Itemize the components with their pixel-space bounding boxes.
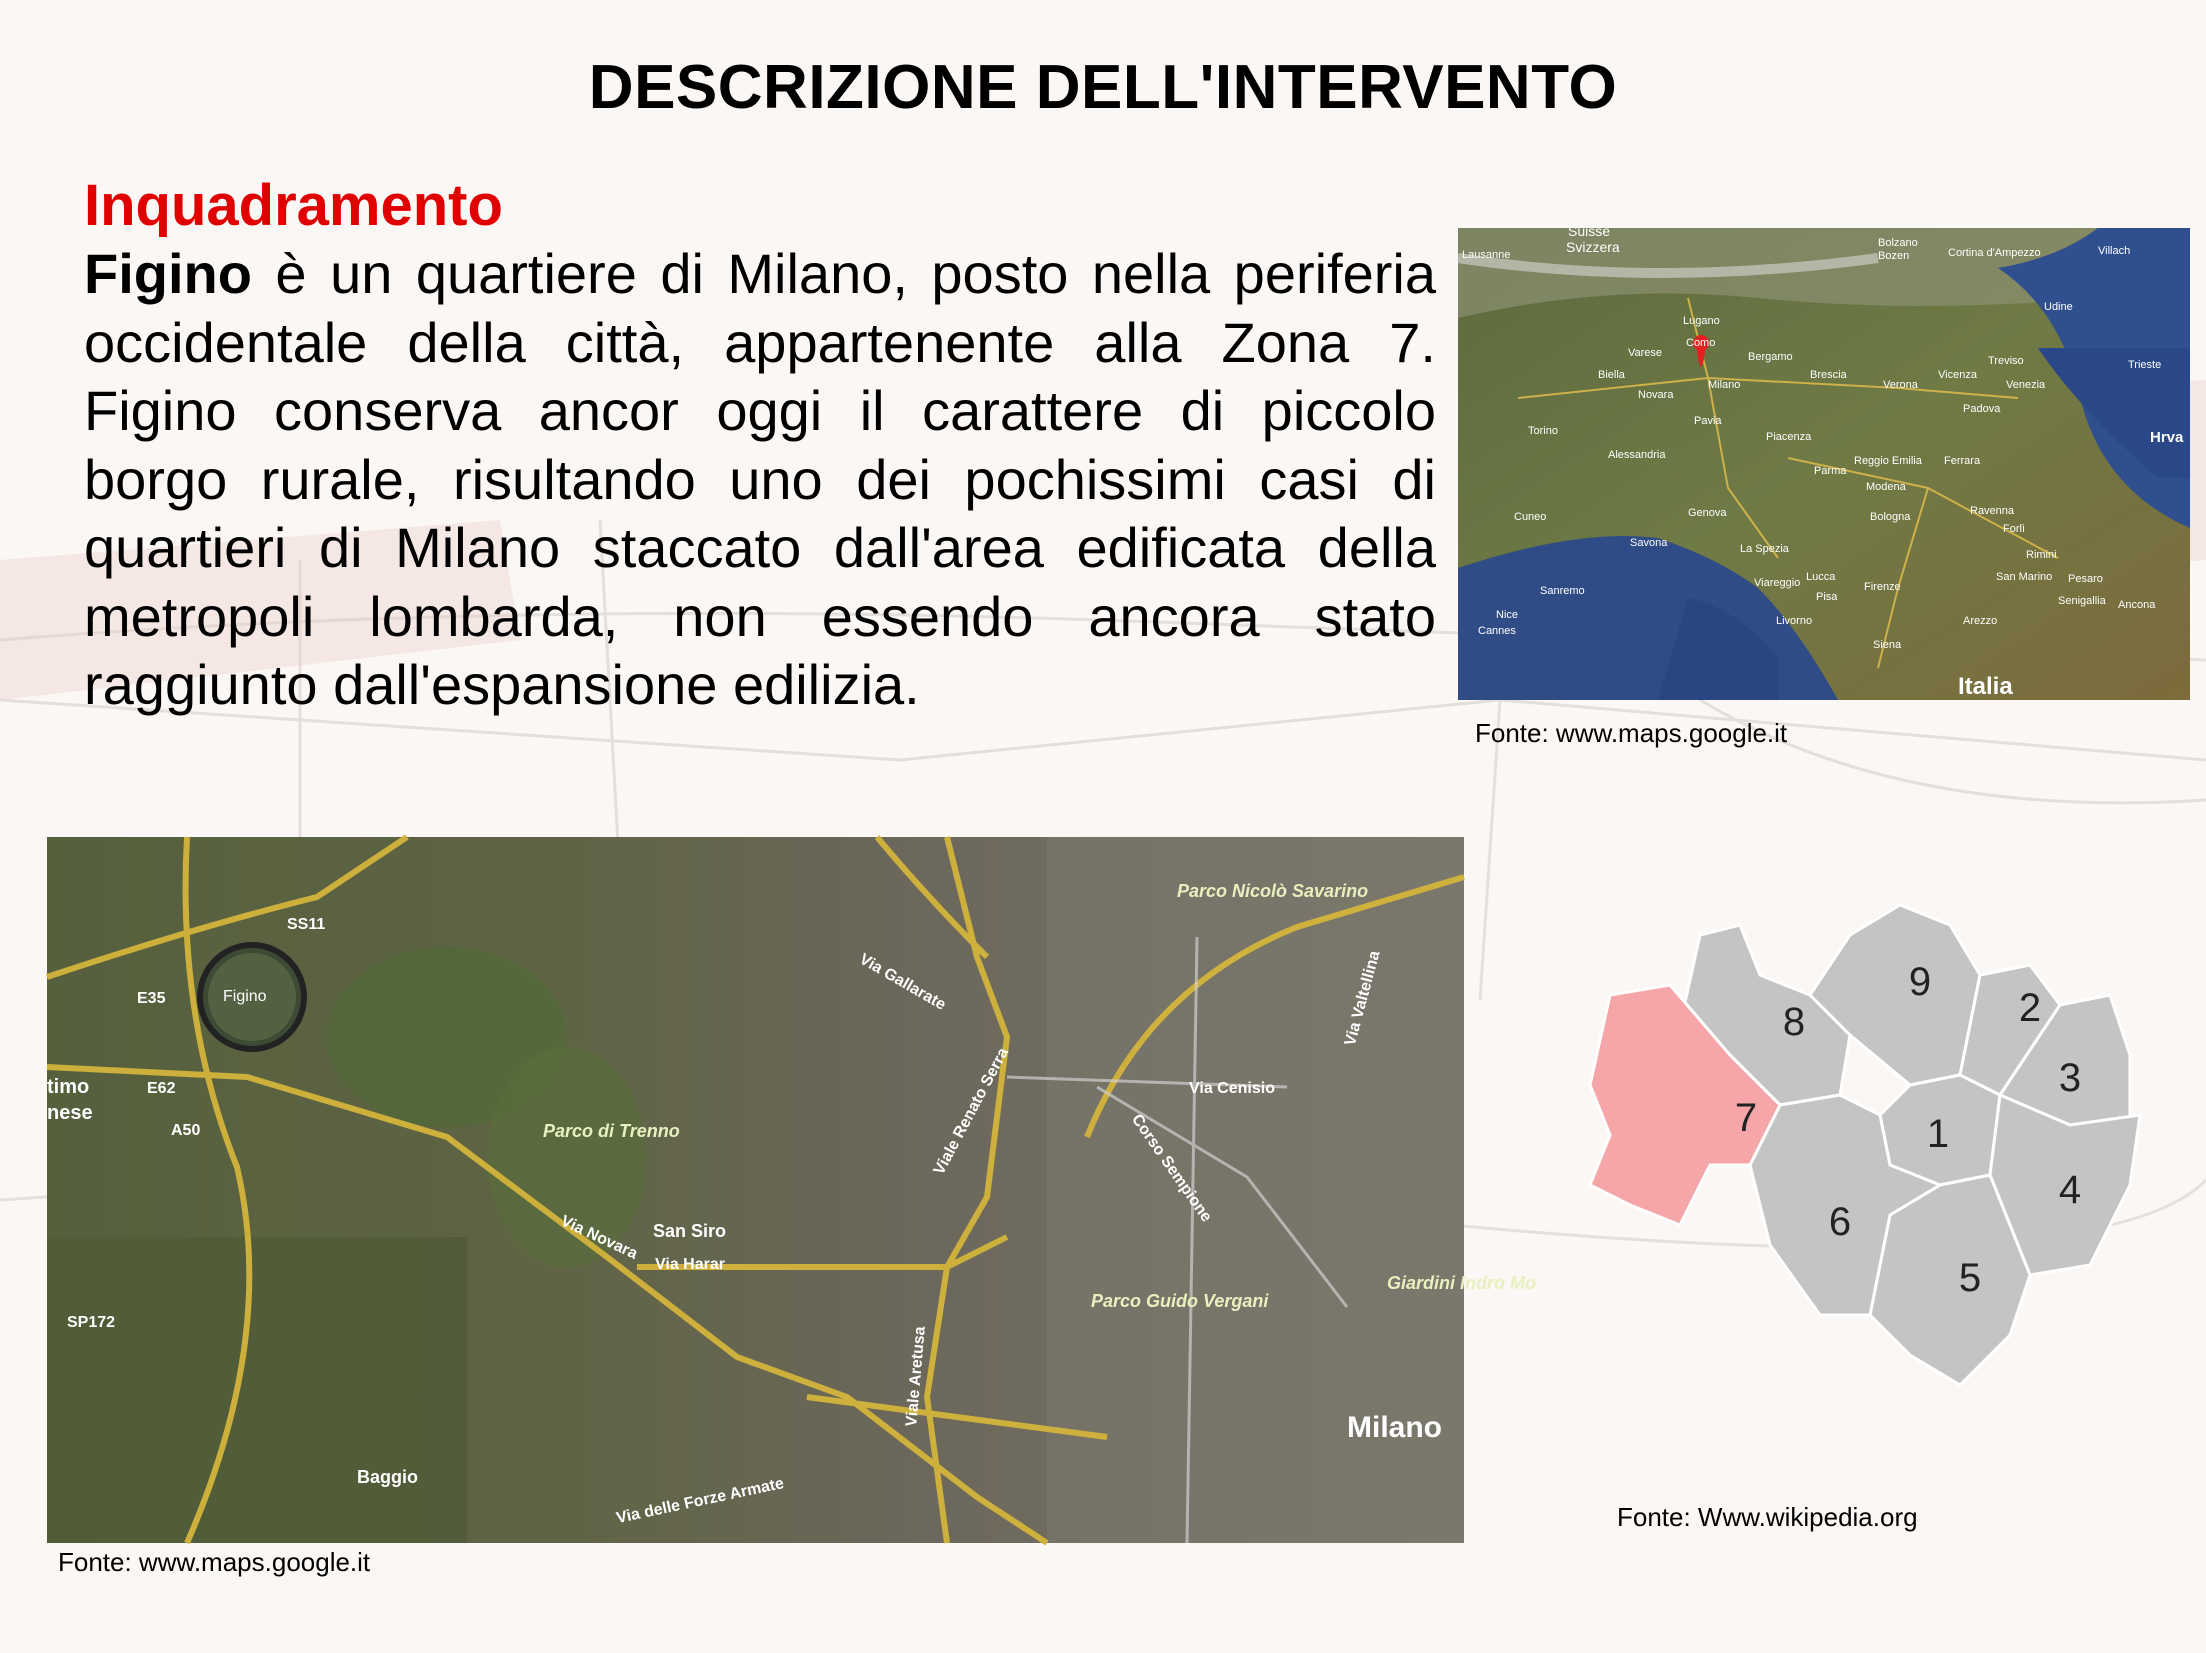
italy-label-forli: Forlì (2003, 523, 2025, 535)
city-label-via-harar: Via Harar (655, 1256, 725, 1273)
city-label-via-gallarate: Via Gallarate (856, 950, 949, 1014)
city-label-nese: nese (47, 1102, 93, 1124)
zone-label-8: 8 (1782, 1000, 1806, 1044)
city-label-via-valtellina: Via Valtellina (1341, 949, 1384, 1048)
italy-label-varese: Varese (1628, 347, 1663, 359)
city-label-e35: E35 (137, 990, 166, 1007)
city-label-figino: Figino (223, 988, 267, 1005)
italy-label-italia: Italia (1958, 673, 2013, 700)
section-subtitle: Inquadramento (84, 173, 503, 238)
italy-map-caption: Fonte: www.maps.google.it (1475, 718, 1788, 748)
italy-label-bergamo: Bergamo (1748, 351, 1793, 363)
italy-label-pesaro: Pesaro (2068, 573, 2103, 585)
city-label-viale-serra: Viale Renato Serra (930, 1045, 1013, 1178)
zone-label-3: 3 (2058, 1056, 2082, 1100)
city-label-parco-savarino: Parco Nicolò Savarino (1177, 881, 1369, 901)
city-label-a50: A50 (171, 1122, 201, 1139)
italy-label-livorno: Livorno (1776, 615, 1813, 627)
city-label-e62: E62 (147, 1080, 176, 1097)
italy-label-vicenza: Vicenza (1938, 369, 1977, 381)
italy-label-pisa: Pisa (1816, 591, 1838, 603)
city-map-caption: Fonte: www.maps.google.it (58, 1547, 371, 1577)
city-label-giardini: Giardini Indro Mo (1387, 1273, 1536, 1293)
italy-label-padova: Padova (1963, 403, 2001, 415)
italy-label-torino: Torino (1528, 425, 1558, 437)
italy-label-bozen: Bozen (1878, 250, 1910, 262)
italy-label-bologna: Bologna (1870, 511, 1911, 523)
italy-label-trieste: Trieste (2128, 359, 2162, 371)
italy-label-parma: Parma (1814, 465, 1847, 477)
italy-label-cannes: Cannes (1478, 625, 1516, 637)
city-label-corso-sempione: Corso Sempione (1127, 1111, 1215, 1226)
italy-label-lausanne: Lausanne (1462, 249, 1511, 261)
italy-label-novara: Novara (1638, 389, 1674, 401)
city-label-ss11-a: SS11 (287, 916, 326, 933)
italy-label-venezia: Venezia (2006, 379, 2046, 391)
zone-label-4: 4 (2058, 1168, 2082, 1212)
zone-label-7: 7 (1734, 1096, 1758, 1140)
italy-label-siena: Siena (1873, 639, 1902, 651)
italy-label-piacenza: Piacenza (1766, 431, 1812, 443)
italy-label-biella: Biella (1598, 369, 1625, 381)
italy-label-ancona: Ancona (2118, 599, 2156, 611)
city-label-parco-trenno: Parco di Trenno (543, 1121, 680, 1141)
zone-label-5: 5 (1958, 1256, 1982, 1300)
italy-label-milano: Milano (1708, 379, 1741, 391)
zone-label-2: 2 (2018, 986, 2042, 1030)
zones-map-caption: Fonte: Www.wikipedia.org (1617, 1502, 1918, 1532)
italy-label-verona: Verona (1883, 379, 1918, 391)
italy-label-udine: Udine (2044, 301, 2073, 313)
italy-satellite-map (1458, 223, 2190, 700)
italy-label-brescia: Brescia (1810, 369, 1847, 381)
italy-label-cuneo: Cuneo (1514, 511, 1547, 523)
italy-label-viareggio: Viareggio (1754, 577, 1801, 589)
italy-label-laspezia: La Spezia (1740, 543, 1789, 555)
italy-label-firenze: Firenze (1864, 581, 1901, 593)
zone-label-6: 6 (1828, 1200, 1852, 1244)
city-satellite-map (47, 837, 1536, 1543)
city-label-via-novara: Via Novara (558, 1212, 641, 1263)
italy-label-sanremo: Sanremo (1540, 585, 1585, 597)
body-lead-word: Figino (84, 242, 252, 305)
city-label-sp172: SP172 (67, 1314, 116, 1331)
italy-label-ravenna: Ravenna (1970, 505, 2015, 517)
city-label-viale-aretusa: Viale Aretusa (903, 1325, 929, 1428)
italy-label-suisse: Suisse (1568, 223, 1611, 239)
page-title: DESCRIZIONE DELL'INTERVENTO (588, 53, 1618, 122)
city-label-via-cenisio: Via Cenisio (1189, 1080, 1275, 1097)
italy-label-treviso: Treviso (1988, 355, 2024, 367)
zone-label-9: 9 (1908, 960, 1932, 1004)
italy-label-senigallia: Senigallia (2058, 595, 2106, 607)
italy-label-nice: Nice (1496, 609, 1519, 621)
city-label-milano: Milano (1347, 1411, 1442, 1444)
italy-label-bolzano: Bolzano (1878, 237, 1918, 249)
milan-zones-map (1570, 885, 2170, 1425)
italy-label-cortina: Cortina d'Ampezzo (1948, 247, 2041, 259)
italy-label-svizzera: Svizzera (1566, 239, 1620, 255)
italy-label-arezzo: Arezzo (1963, 615, 1998, 627)
italy-label-hrva: Hrva (2150, 429, 2184, 446)
italy-label-lucca: Lucca (1806, 571, 1836, 583)
italy-label-como: Como (1686, 337, 1716, 349)
italy-label-ferrara: Ferrara (1944, 455, 1981, 467)
city-label-forze-armate: Via delle Forze Armate (614, 1475, 786, 1528)
city-label-baggio: Baggio (357, 1467, 418, 1487)
description-paragraph (84, 240, 1436, 720)
city-label-sansiro: San Siro (653, 1221, 727, 1241)
italy-label-villach: Villach (2098, 245, 2131, 257)
italy-label-genova: Genova (1688, 507, 1727, 519)
italy-label-lugano: Lugano (1683, 315, 1720, 327)
italy-label-pavia: Pavia (1694, 415, 1722, 427)
italy-label-savona: Savona (1630, 537, 1668, 549)
italy-label-sanmarino: San Marino (1996, 571, 2053, 583)
italy-label-alessandria: Alessandria (1608, 449, 1666, 461)
italy-label-rimini: Rimini (2026, 549, 2057, 561)
city-label-parco-vergani: Parco Guido Vergani (1091, 1291, 1269, 1311)
italy-label-modena: Modena (1866, 481, 1906, 493)
italy-label-reggio: Reggio Emilia (1854, 455, 1922, 467)
city-label-timo: timo (47, 1076, 90, 1098)
body-text: è un quartiere di Milano, posto nella periferia occidentale della città, appartenente alla Zona 7. Figino conserva ancor oggi il carattere di piccolo borgo rurale, risultando uno dei pochissimi casi di quartieri di Milano staccato dall'area edificata della metropoli lombarda, non essendo ancora stato raggiunto dall'espansione edilizia. (84, 242, 1436, 716)
zone-label-1: 1 (1926, 1112, 1950, 1156)
